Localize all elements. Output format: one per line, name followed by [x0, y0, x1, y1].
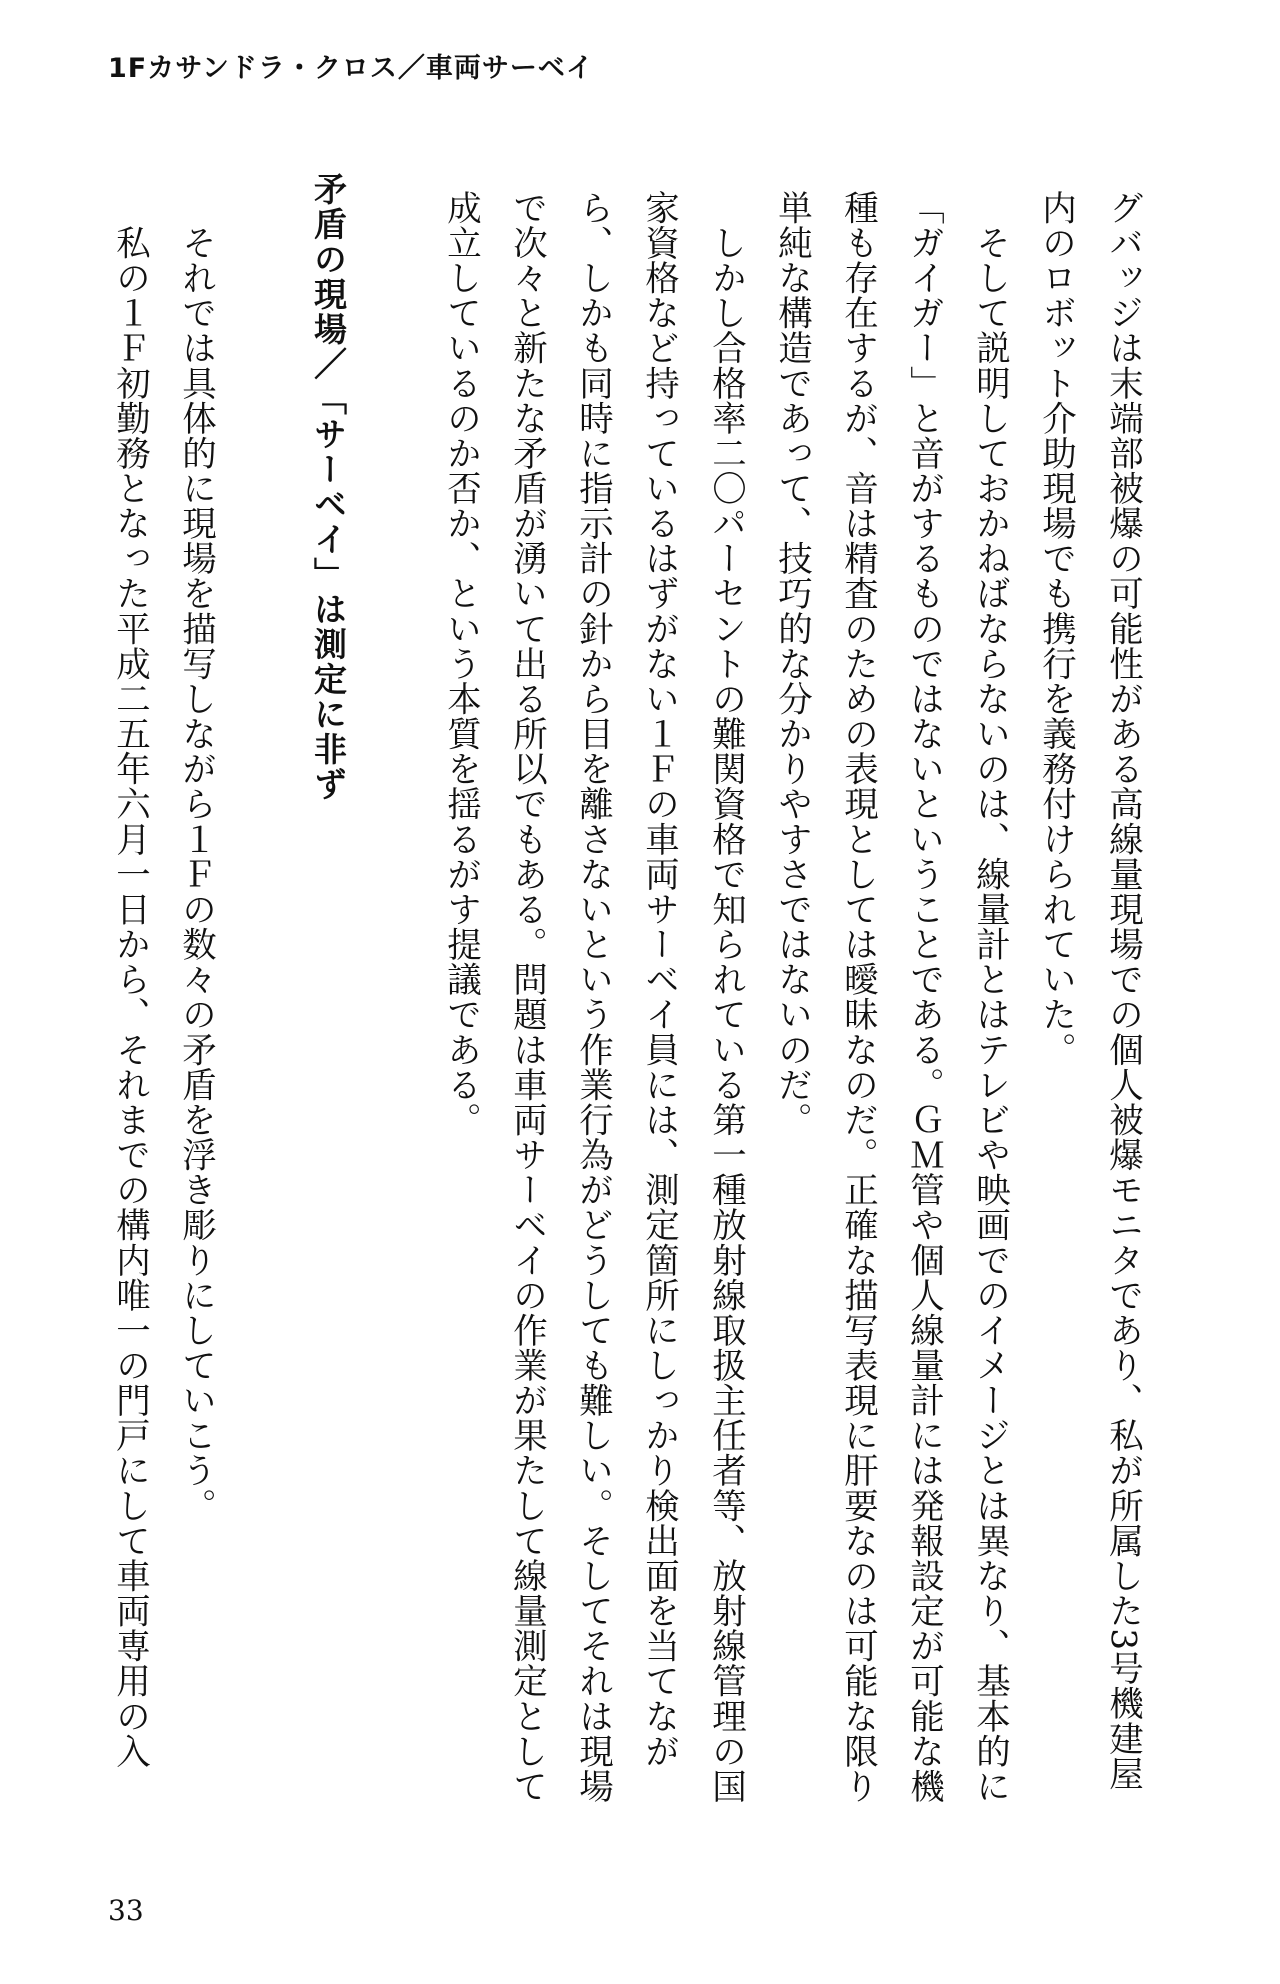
text-column-11: 成立しているのか否か、という本質を揺るがす提議である。	[440, 190, 481, 1138]
text-column-7: しかし合格率二〇パーセントの難関資格で知られている第一種放射線取扱主任者等、放射線管理の国	[705, 190, 746, 1804]
text-column-9: ら、しかも同時に指示計の針から目を離さないという作業行為がどうしても難しい。そしてそれは現場	[572, 190, 613, 1804]
text-column-1: グバッジは末端部被爆の可能性がある高線量現場での個人被爆モニタであり、私が所属した3号機建屋	[1102, 190, 1143, 1792]
page-number: 33	[108, 1894, 144, 1927]
text-column-8: 家資格など持っているはずがない１Ｆの車両サーベイ員には、測定箇所にしっかり検出面を当てなが	[638, 190, 679, 1769]
text-column-13: 私の１Ｆ初勤務となった平成二五年六月一日から、それまでの構内唯一の門戸にして車両専用の入	[109, 190, 150, 1769]
text-column-4: 「ガイガー」と音がするものではないということである。ＧＭ管や個人線量計には発報設定が可能な機	[903, 190, 944, 1804]
running-header: 1Fカサンドラ・クロス／車両サーベイ	[108, 53, 594, 84]
text-column-12: それでは具体的に現場を描写しながら１Ｆの数々の矛盾を浮き彫りにしていこう。	[175, 190, 216, 1524]
text-column-2: 内のロボット介助現場でも携行を義務付けられていた。	[1035, 190, 1076, 1067]
text-column-3: そして説明しておかねばならないのは、線量計とはテレビや映画でのイメージとは異なり、基本的に	[969, 190, 1010, 1804]
text-column-6: 単純な構造であって、技巧的な分かりやすさではないのだ。	[771, 190, 812, 1138]
section-heading: 矛盾の現場／「サーベイ」は測定に非ず	[309, 172, 348, 802]
text-column-10: で次々と新たな矛盾が湧いて出る所以でもある。問題は車両サーベイの作業が果たして線量測定として	[506, 190, 547, 1804]
text-column-5: 種も存在するが、音は精査のための表現としては曖昧なのだ。正確な描写表現に肝要なのは可能な限り	[837, 190, 878, 1804]
